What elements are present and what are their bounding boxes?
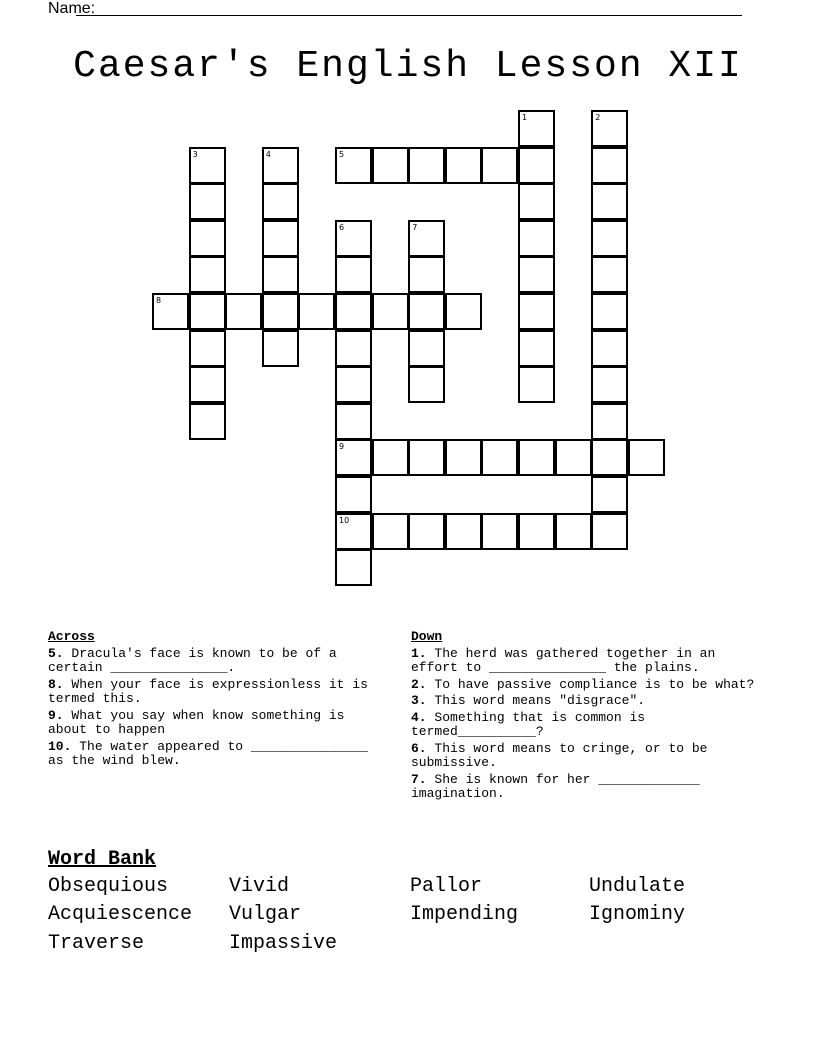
name-label: Name: — [48, 0, 96, 17]
crossword-cell[interactable] — [481, 439, 518, 476]
crossword-cell[interactable] — [518, 366, 555, 403]
crossword-cell[interactable] — [591, 147, 628, 184]
crossword-cell[interactable] — [591, 330, 628, 367]
crossword-cell[interactable] — [518, 220, 555, 257]
crossword-cell[interactable] — [189, 330, 226, 367]
clue-number: 9 — [339, 442, 345, 452]
crossword-cell[interactable] — [555, 439, 592, 476]
clue-num: 6. — [411, 740, 427, 756]
crossword-cell[interactable] — [591, 256, 628, 293]
word-bank-item: Impassive — [229, 932, 338, 955]
crossword-cell[interactable] — [335, 220, 372, 257]
crossword-cell[interactable] — [591, 110, 628, 147]
crossword-cell[interactable] — [591, 220, 628, 257]
clue-number: 5 — [339, 149, 345, 159]
word-bank-item: Pallor — [410, 875, 483, 898]
crossword-cell[interactable] — [335, 147, 372, 184]
clue-num: 2. — [411, 676, 427, 692]
clue-num: 5. — [48, 645, 64, 661]
crossword-cell[interactable] — [408, 439, 445, 476]
down-clue — [411, 742, 763, 771]
down-heading: Down — [411, 629, 443, 644]
crossword-cell[interactable] — [152, 293, 189, 330]
crossword-cell[interactable] — [408, 366, 445, 403]
crossword-cell[interactable] — [591, 476, 628, 513]
clue-text: The herd was gathered together in an effort to _______________ the plains. — [411, 645, 716, 675]
crossword-cell[interactable] — [298, 293, 335, 330]
clue-number: 2 — [595, 113, 601, 122]
crossword-cell[interactable] — [518, 513, 555, 550]
crossword-cell[interactable] — [445, 147, 482, 184]
clue-text: What you say when know something is about to happen — [48, 707, 345, 737]
crossword-cell[interactable] — [555, 513, 592, 550]
clue-text: This word means "disgrace". — [434, 693, 646, 708]
across-clues — [48, 630, 388, 771]
across-heading: Across — [48, 629, 95, 644]
clue-number: 7 — [412, 222, 418, 232]
crossword-cell[interactable] — [591, 366, 628, 403]
clue-number: 6 — [339, 222, 345, 232]
crossword-cell[interactable] — [408, 220, 445, 257]
crossword-cell[interactable] — [445, 293, 482, 330]
crossword-cell[interactable] — [591, 183, 628, 220]
crossword-cell[interactable] — [481, 513, 518, 550]
crossword-cell[interactable] — [189, 183, 226, 220]
crossword-cell[interactable] — [225, 293, 262, 330]
across-clue — [48, 678, 388, 707]
crossword-cell[interactable] — [408, 147, 445, 184]
clue-text: Something that is common is termed__________? — [411, 709, 646, 739]
crossword-cell[interactable] — [481, 147, 518, 184]
crossword-cell[interactable] — [408, 330, 445, 367]
clue-number: 8 — [156, 296, 162, 305]
clue-text: Dracula's face is known to be of a certain _______________. — [48, 645, 337, 675]
clue-text: When your face is expressionless it is termed this. — [48, 676, 368, 706]
clue-num: 9. — [48, 707, 64, 723]
word-bank-item: Vulgar — [229, 903, 302, 926]
clue-number: 4 — [265, 149, 271, 159]
crossword-cell[interactable] — [262, 183, 299, 220]
crossword-cell[interactable] — [262, 256, 299, 293]
clue-text: She is known for her _____________ imagination. — [411, 771, 700, 801]
word-bank-item: Ignominy — [589, 903, 686, 926]
clue-num: 7. — [411, 771, 427, 787]
crossword-cell[interactable] — [335, 293, 372, 330]
clue-num: 3. — [411, 693, 427, 708]
crossword-cell[interactable] — [335, 366, 372, 403]
crossword-cell[interactable] — [262, 293, 299, 330]
word-bank-item: Impending — [410, 903, 519, 926]
crossword-cell[interactable] — [445, 439, 482, 476]
crossword-cell[interactable] — [335, 330, 372, 367]
crossword-cell[interactable] — [628, 439, 665, 476]
crossword-cell[interactable] — [518, 293, 555, 330]
word-bank-item: Acquiescence — [48, 903, 193, 926]
word-bank-item: Traverse — [48, 932, 145, 955]
crossword-cell[interactable] — [189, 366, 226, 403]
crossword-cell[interactable] — [408, 293, 445, 330]
crossword-cell[interactable] — [591, 293, 628, 330]
across-clue — [48, 709, 388, 738]
crossword-cell[interactable] — [189, 147, 226, 184]
across-clue — [48, 647, 388, 676]
across-clue — [48, 740, 388, 769]
crossword-cell[interactable] — [591, 513, 628, 550]
crossword-cell[interactable] — [518, 330, 555, 367]
crossword-cell[interactable] — [591, 439, 628, 476]
word-bank-item: Obsequious — [48, 875, 169, 898]
clue-text: To have passive compliance is to be what? — [434, 676, 755, 692]
down-clue — [411, 711, 763, 740]
clue-num: 10. — [48, 738, 72, 754]
word-bank-title: Word Bank — [48, 848, 157, 871]
crossword-cell[interactable] — [445, 513, 482, 550]
crossword-cell[interactable] — [189, 220, 226, 257]
crossword-cell[interactable] — [372, 513, 409, 550]
word-bank-item: Undulate — [589, 875, 686, 898]
word-bank-item: Vivid — [229, 875, 290, 898]
down-clue — [411, 694, 763, 709]
down-clue — [411, 678, 763, 693]
crossword-cell[interactable] — [408, 256, 445, 293]
clue-num: 4. — [411, 709, 427, 725]
crossword-cell[interactable] — [335, 513, 372, 550]
crossword-cell[interactable] — [372, 147, 409, 184]
crossword-cell[interactable] — [335, 549, 372, 586]
crossword-cell[interactable] — [262, 220, 299, 257]
crossword-cell[interactable] — [335, 439, 372, 476]
crossword-cell[interactable] — [372, 439, 409, 476]
page-title: Caesar's English Lesson XII — [73, 45, 743, 88]
crossword-cell[interactable] — [518, 183, 555, 220]
clue-number: 1 — [522, 113, 528, 122]
crossword-cell[interactable] — [189, 293, 226, 330]
crossword-cell[interactable] — [591, 403, 628, 440]
crossword-cell[interactable] — [518, 256, 555, 293]
clue-number: 10 — [339, 515, 350, 525]
clue-num: 1. — [411, 645, 427, 661]
crossword-cell[interactable] — [518, 110, 555, 147]
clue-text: The water appeared to _______________ as the wind blew. — [48, 738, 368, 768]
crossword-cell[interactable] — [335, 476, 372, 513]
clue-num: 8. — [48, 676, 64, 692]
crossword-cell[interactable] — [372, 293, 409, 330]
clue-text: This word means to cringe, or to be submissive. — [411, 740, 708, 770]
crossword-cell[interactable] — [262, 147, 299, 184]
crossword-cell[interactable] — [262, 330, 299, 367]
down-clue — [411, 773, 763, 802]
crossword-cell[interactable] — [335, 256, 372, 293]
down-clue — [411, 647, 763, 676]
crossword-cell[interactable] — [518, 439, 555, 476]
crossword-cell[interactable] — [189, 256, 226, 293]
crossword-cell[interactable] — [518, 147, 555, 184]
down-clues — [411, 630, 763, 804]
clue-number: 3 — [192, 149, 198, 159]
crossword-cell[interactable] — [408, 513, 445, 550]
crossword-cell[interactable] — [335, 403, 372, 440]
crossword-cell[interactable] — [189, 403, 226, 440]
